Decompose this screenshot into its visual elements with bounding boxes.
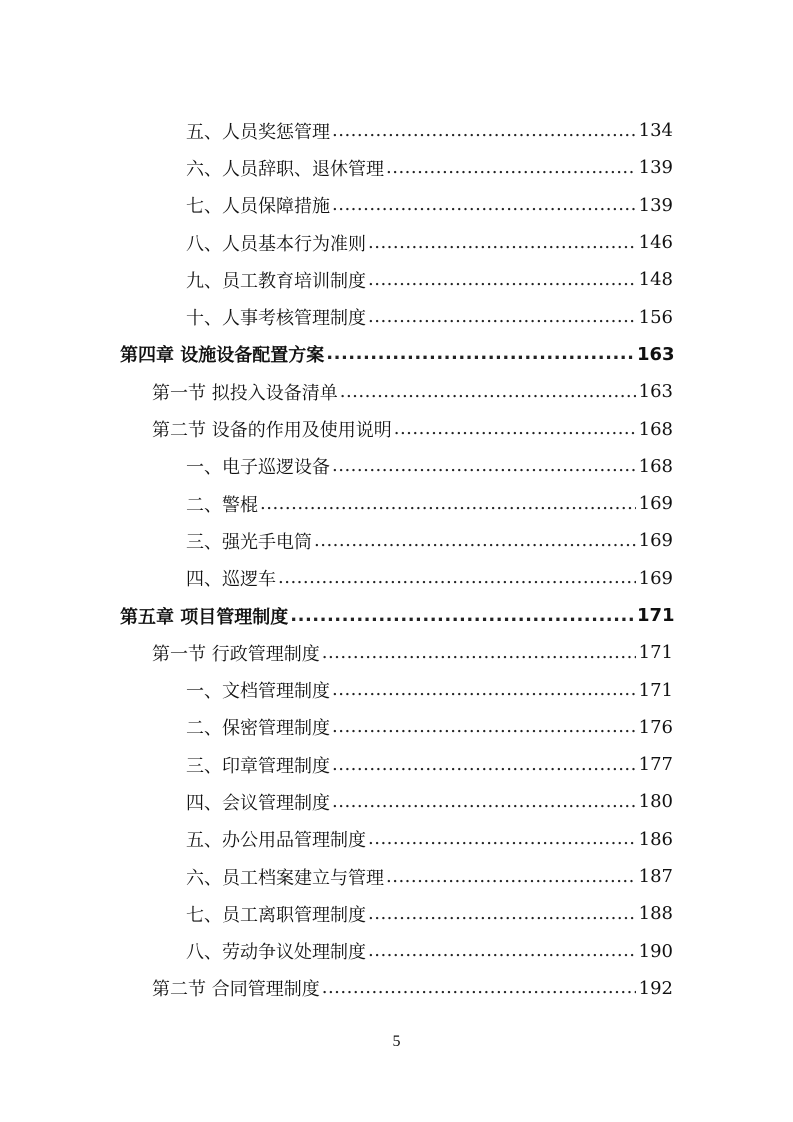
toc-entry[interactable] <box>186 560 673 597</box>
toc-entry-title: 六、员工档案建立与管理 <box>186 867 384 889</box>
toc-entry-title: 第二节 合同管理制度 <box>152 979 320 1001</box>
toc-entry-title: 第五章 项目管理制度 <box>120 606 289 628</box>
dot-leader <box>368 829 636 849</box>
toc-entry[interactable] <box>186 895 673 932</box>
toc-entry-page: 146 <box>638 232 673 254</box>
toc-entry[interactable] <box>186 746 673 783</box>
toc-entry-page: 163 <box>637 343 675 365</box>
toc-entry-page: 156 <box>638 306 673 328</box>
toc-entry[interactable] <box>186 149 673 186</box>
dot-leader <box>290 606 636 626</box>
toc-entry-title: 一、文档管理制度 <box>186 681 330 703</box>
toc-section-entry[interactable] <box>152 373 673 410</box>
toc-entry[interactable] <box>186 298 673 335</box>
toc-entry-page: 139 <box>638 194 673 216</box>
toc-entry-title: 五、人员奖惩管理 <box>186 121 330 143</box>
toc-section-entry[interactable] <box>152 410 673 447</box>
dot-leader <box>368 904 636 924</box>
toc-entry-page: 171 <box>638 679 673 701</box>
toc-entry-title: 八、人员基本行为准则 <box>186 233 366 255</box>
toc-entry-title: 五、办公用品管理制度 <box>186 830 366 852</box>
toc-entry[interactable] <box>186 671 673 708</box>
dot-leader <box>386 867 636 887</box>
toc-entry-page: 180 <box>638 791 673 813</box>
dot-leader <box>260 494 636 514</box>
toc-entry-title: 七、员工离职管理制度 <box>186 904 366 926</box>
dot-leader <box>368 307 636 327</box>
dot-leader <box>322 643 636 663</box>
toc-entry-page: 186 <box>638 828 673 850</box>
dot-leader <box>368 270 636 290</box>
toc-entry-title: 第四章 设施设备配置方案 <box>120 345 325 367</box>
toc-entry-page: 168 <box>638 455 673 477</box>
dot-leader <box>332 195 636 215</box>
toc-entry-title: 三、强光手电筒 <box>186 531 312 553</box>
toc-entry-title: 四、巡逻车 <box>186 569 276 591</box>
toc-entry[interactable] <box>186 187 673 224</box>
dot-leader <box>332 792 636 812</box>
dot-leader <box>326 344 636 364</box>
toc-entry-page: 188 <box>638 903 673 925</box>
toc-entry[interactable] <box>186 485 673 522</box>
toc-entry-page: 163 <box>638 381 673 403</box>
toc-entry-page: 169 <box>638 493 673 515</box>
page-number: 5 <box>392 1033 401 1050</box>
toc-entry-title: 八、劳动争议处理制度 <box>186 942 366 964</box>
toc-entry-title: 二、保密管理制度 <box>186 718 330 740</box>
toc-section-entry[interactable] <box>152 634 673 671</box>
toc-entry-page: 139 <box>638 157 673 179</box>
toc-entry-page: 171 <box>638 642 673 664</box>
toc-entry[interactable] <box>186 261 673 298</box>
dot-leader <box>332 755 636 775</box>
toc-entry[interactable] <box>186 783 673 820</box>
toc-entry-page: 190 <box>638 940 673 962</box>
toc-entry[interactable] <box>186 709 673 746</box>
toc-entry[interactable] <box>186 858 673 895</box>
toc-section-entry[interactable] <box>152 970 673 1007</box>
toc-entry-page: 171 <box>637 605 675 626</box>
toc-entry-page: 187 <box>638 866 673 888</box>
toc-entry[interactable] <box>186 821 673 858</box>
toc-entry-title: 第一节 行政管理制度 <box>152 643 320 665</box>
toc-entry-title: 十、人事考核管理制度 <box>186 308 366 330</box>
toc-entry-page: 134 <box>638 120 673 142</box>
toc-entry[interactable] <box>186 224 673 261</box>
toc-entry-title: 九、员工教育培训制度 <box>186 270 366 292</box>
table-of-contents <box>0 112 793 1007</box>
dot-leader <box>332 121 636 141</box>
toc-entry-title: 一、电子巡逻设备 <box>186 457 330 479</box>
toc-entry[interactable] <box>186 933 673 970</box>
dot-leader <box>368 233 636 253</box>
toc-entry-title: 第二节 设备的作用及使用说明 <box>152 420 392 442</box>
dot-leader <box>322 978 636 998</box>
toc-entry-title: 第一节 拟投入设备清单 <box>152 382 338 404</box>
toc-entry[interactable] <box>186 112 673 149</box>
dot-leader <box>332 680 636 700</box>
toc-entry-page: 176 <box>638 716 673 738</box>
toc-entry-page: 177 <box>638 754 673 776</box>
toc-entry-title: 二、警棍 <box>186 494 258 516</box>
toc-entry-title: 四、会议管理制度 <box>186 792 330 814</box>
toc-chapter-entry[interactable] <box>120 336 673 373</box>
toc-entry-page: 169 <box>638 530 673 552</box>
toc-entry-title: 三、印章管理制度 <box>186 755 330 777</box>
dot-leader <box>332 717 636 737</box>
dot-leader <box>340 382 636 402</box>
toc-entry[interactable] <box>186 522 673 559</box>
dot-leader <box>368 941 636 961</box>
toc-entry-page: 168 <box>638 418 673 440</box>
dot-leader <box>386 158 636 178</box>
toc-entry-page: 148 <box>638 269 673 291</box>
toc-entry[interactable] <box>186 448 673 485</box>
dot-leader <box>332 456 636 476</box>
toc-entry-page: 169 <box>638 567 673 589</box>
dot-leader <box>314 531 636 551</box>
toc-entry-title: 六、人员辞职、退休管理 <box>186 158 384 180</box>
dot-leader <box>278 568 636 588</box>
toc-chapter-entry[interactable] <box>120 597 673 634</box>
dot-leader <box>394 419 636 439</box>
toc-entry-title: 七、人员保障措施 <box>186 196 330 218</box>
toc-entry-page: 192 <box>638 977 673 999</box>
